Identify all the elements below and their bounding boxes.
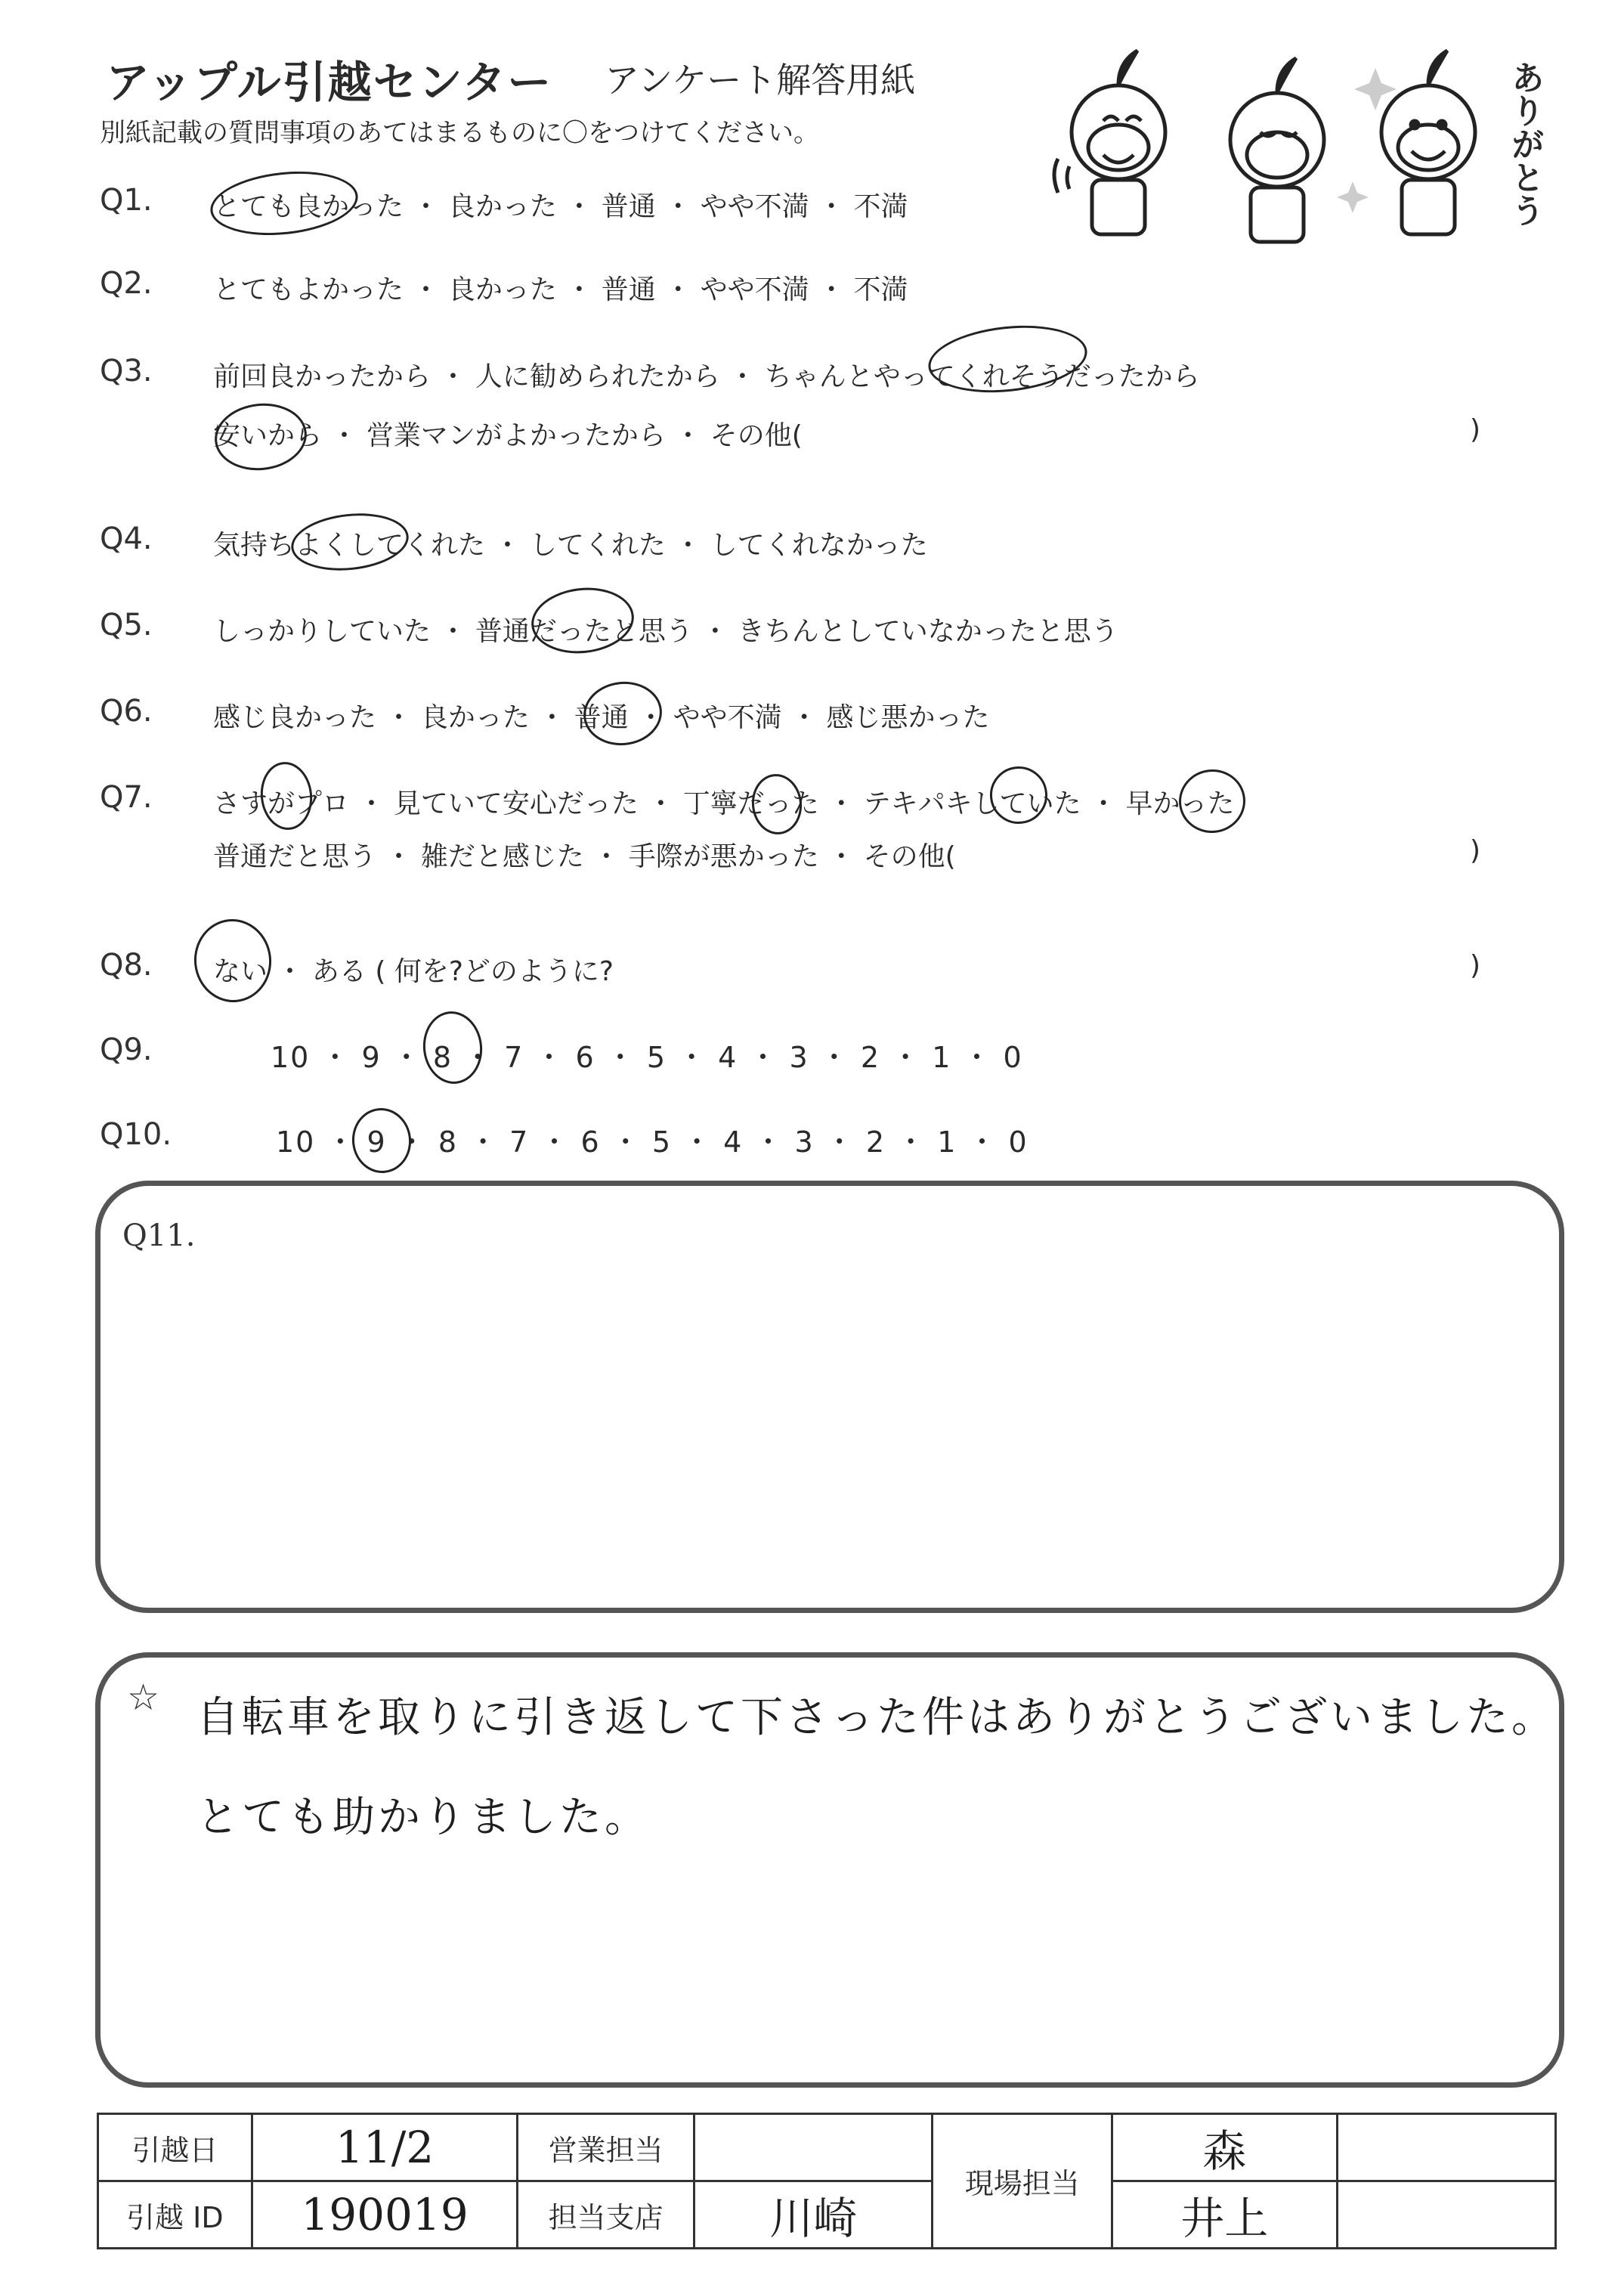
- form-subtitle: アンケート解答用紙: [605, 60, 916, 101]
- q8-answer-circle: [190, 915, 276, 1006]
- q9-scale[interactable]: 10 ・ 9 ・ 8 ・ 7 ・ 6 ・ 5 ・ 4 ・ 3 ・ 2 ・ 1 ・ 0: [271, 1041, 1023, 1074]
- thanks-vertical-text: ありがとう: [1505, 60, 1544, 227]
- q11-answer-box[interactable]: [95, 1181, 1564, 1613]
- star-icon: ☆: [127, 1676, 160, 1719]
- branch-label: 担当支店: [518, 2181, 694, 2249]
- move-date-label: 引越日: [98, 2114, 252, 2181]
- form-title: アップル引越センター: [106, 57, 553, 108]
- q9-label: Q9.: [100, 1032, 153, 1067]
- branch-value: 川崎: [694, 2181, 932, 2249]
- comment-line-1: 自転車を取りに引き返して下さった件はありがとうございました。: [196, 1693, 1557, 1742]
- site-staff-2: 井上: [1112, 2181, 1338, 2249]
- monkey-mascot-illustration: [1020, 45, 1534, 249]
- q3-label: Q3.: [100, 354, 153, 389]
- q3-close-paren: ): [1470, 414, 1481, 445]
- q7-options-line1[interactable]: さすがプロ ・ 見ていて安心だった ・ 丁寧だった ・ テキパキしていた ・ 早かった: [213, 788, 1235, 819]
- q4-label: Q4.: [100, 522, 153, 556]
- q4-options[interactable]: 気持ちよくしてくれた ・ してくれた ・ してくれなかった: [213, 530, 928, 561]
- comment-line-2: とても助かりました。: [196, 1793, 650, 1842]
- q10-scale[interactable]: 10 ・ 9 ・ 8 ・ 7 ・ 6 ・ 5 ・ 4 ・ 3 ・ 2 ・ 1 ・ 0: [276, 1125, 1029, 1159]
- sales-value: [694, 2114, 932, 2181]
- instruction-text: 別紙記載の質問事項のあてはまるものに〇をつけてください。: [100, 118, 819, 148]
- site-staff-label: 現場担当: [933, 2114, 1112, 2249]
- q3-options-line2[interactable]: 安いから ・ 営業マンがよかったから ・ その他(: [213, 420, 803, 451]
- q8-label: Q8.: [100, 948, 153, 983]
- sales-label: 営業担当: [518, 2114, 694, 2181]
- q3-answer-circle-2: [212, 399, 311, 475]
- q7-label: Q7.: [100, 780, 153, 815]
- q7-answer-circle-2: [749, 772, 805, 837]
- q6-answer-circle: [580, 678, 665, 749]
- q4-answer-circle: [289, 508, 412, 576]
- q7-answer-circle-1: [257, 760, 315, 833]
- q2-options[interactable]: とてもよかった ・ 良かった ・ 普通 ・ やや不満 ・ 不満: [213, 274, 908, 305]
- q5-options[interactable]: しっかりしていた ・ 普通だったと思う ・ きちんとしていなかったと思う: [213, 616, 1118, 647]
- extra-cell-top: [1337, 2114, 1555, 2181]
- q1-label: Q1.: [100, 183, 153, 218]
- q8-options[interactable]: ない ・ ある ( 何を?どのように?: [213, 956, 614, 987]
- q10-answer-circle: [349, 1105, 415, 1176]
- q1-options[interactable]: とても良かった ・ 良かった ・ 普通 ・ やや不満 ・ 不満: [213, 191, 908, 222]
- q3-options-line1[interactable]: 前回良かったから ・ 人に勧められたから ・ ちゃんとやってくれそうだったから: [213, 361, 1200, 392]
- q11-label: Q11.: [122, 1218, 196, 1253]
- q1-answer-circle: [207, 165, 360, 242]
- q6-options[interactable]: 感じ良かった ・ 良かった ・ 普通 ・ やや不満 ・ 感じ悪かった: [213, 702, 990, 733]
- site-staff-1: 森: [1112, 2114, 1338, 2181]
- q8-close-paren: ): [1470, 950, 1481, 981]
- move-date-value: 11/2: [252, 2114, 518, 2181]
- q5-label: Q5.: [100, 608, 153, 642]
- q10-label: Q10.: [100, 1117, 172, 1152]
- move-id-value: 190019: [252, 2181, 518, 2249]
- q7-answer-circle-4: [1176, 766, 1248, 837]
- move-info-table: [97, 2113, 1557, 2249]
- extra-cell-bottom: [1337, 2181, 1555, 2249]
- q2-label: Q2.: [100, 266, 153, 301]
- q6-label: Q6.: [100, 694, 153, 729]
- q7-options-line2[interactable]: 普通だと思う ・ 雑だと感じた ・ 手際が悪かった ・ その他(: [213, 841, 956, 872]
- q7-close-paren: ): [1470, 835, 1481, 866]
- move-id-label: 引越 ID: [98, 2181, 252, 2249]
